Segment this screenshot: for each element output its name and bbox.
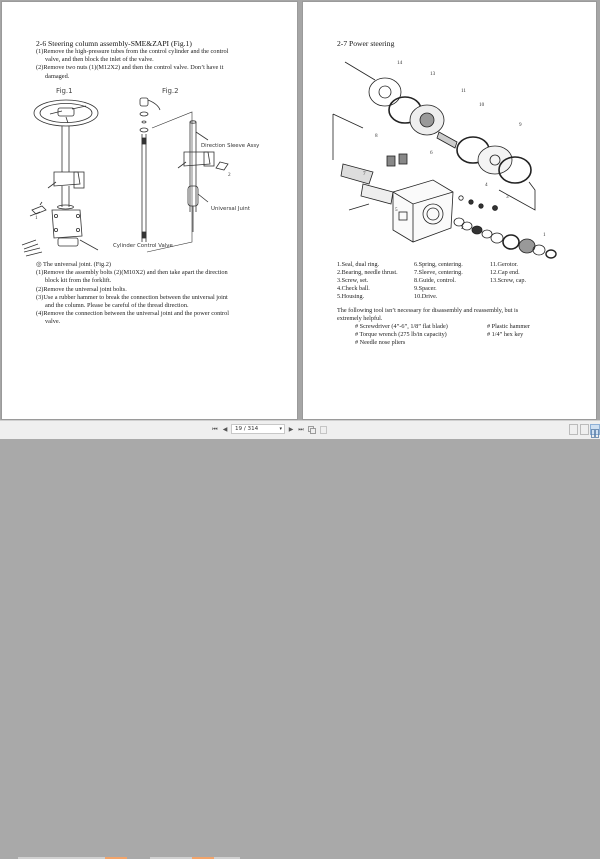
tools-intro-line-1: The following tool isn’t necessary for disassembly and reassembly, but is xyxy=(337,307,519,314)
page-number-input[interactable] xyxy=(231,424,285,434)
document-viewer[interactable] xyxy=(0,0,600,420)
tool-item: # Torque wrench (275 lb/in capacity) xyxy=(355,331,447,339)
continuous-view-button[interactable] xyxy=(580,424,589,435)
part-item: 11.Gerotor. xyxy=(490,261,518,268)
part-item: 8.Guide, control. xyxy=(414,277,456,285)
fig1-label: Fig.1 xyxy=(56,87,73,95)
section-heading-power-steering: 2-7 Power steering xyxy=(337,39,395,48)
page-19-left xyxy=(1,1,298,420)
steering-column-illustration xyxy=(2,92,298,262)
section-heading: 2-6 Steering column assembly-SME&ZAPI (Fig.1) xyxy=(36,39,192,48)
part-item: 13.Screw, cap. xyxy=(490,277,527,285)
page-thumbnail-button[interactable] xyxy=(319,425,327,434)
tools-section xyxy=(337,307,577,347)
uj-step-3-line-2: and the column. Please be careful of the thread direction. xyxy=(45,302,189,310)
power-steering-exploded-diagram xyxy=(323,52,563,262)
next-page-icon: ▶ xyxy=(288,426,294,433)
copy-page-button[interactable] xyxy=(308,425,316,434)
part-item: 3.Screw, set. xyxy=(337,277,369,285)
first-page-icon: ⏮ xyxy=(212,425,218,433)
page-dropdown-icon[interactable]: ▾ xyxy=(279,426,282,432)
part-item: 12.Cap end. xyxy=(490,269,520,277)
callout-cylinder-control-valve: Cylinder Control Valve xyxy=(113,243,173,249)
diagram-num-5: 5 xyxy=(395,207,398,213)
parts-column-3 xyxy=(490,261,526,285)
tool-item: # Plastic hammer xyxy=(487,323,530,331)
previous-page-icon: ◀ xyxy=(222,426,228,433)
tool-item: # 1/4” hex key xyxy=(487,331,524,339)
callout-direction-sleeve: Direction Sleeve Assy xyxy=(201,143,260,149)
callout-number-1: 1 xyxy=(35,215,38,221)
universal-joint-heading: ◎ The universal joint. (Fig.2) xyxy=(36,261,111,268)
copy-icon xyxy=(308,426,316,434)
part-item: 7.Sleeve, centering. xyxy=(414,269,463,277)
step-1-line-2: valve, and then block the inlet of the valve. xyxy=(45,56,154,64)
diagram-num-10: 10 xyxy=(479,102,485,108)
page-20-right xyxy=(302,1,597,420)
diagram-num-3: 3 xyxy=(506,194,509,200)
diagram-num-1: 1 xyxy=(543,232,546,238)
uj-step-1-line-2: block kit from the forklift. xyxy=(45,277,112,285)
parts-column-2 xyxy=(414,261,463,301)
next-page-button[interactable] xyxy=(287,425,295,434)
two-page-icon xyxy=(591,429,599,438)
uj-step-4-line-1: (4)Remove the connection between the universal joint and the power control xyxy=(36,310,230,318)
uj-step-2: (2)Remove the universal joint bolts. xyxy=(36,285,127,293)
part-item: 10.Drive. xyxy=(414,293,438,301)
previous-page-button[interactable] xyxy=(221,425,229,434)
uj-step-4-line-2: valve. xyxy=(45,318,61,326)
diagram-num-6: 6 xyxy=(430,150,433,156)
last-page-button[interactable] xyxy=(297,425,305,434)
step-2-line-1: (2)Remove two nuts (1)(M12X2) and then the control valve. Don’t have it xyxy=(36,64,224,72)
left-page-text-bottom xyxy=(36,261,291,327)
tool-item: # Screwdriver (4”-6”, 1/8” flat blade) xyxy=(355,323,448,331)
step-1-line-1: (1)Remove the high-pressure tubes from the control cylinder and the control xyxy=(36,48,229,55)
diagram-num-11: 11 xyxy=(461,88,466,94)
uj-step-1-line-1: (1)Remove the assembly bolts (2)(M10X2) and then take apart the direction xyxy=(36,269,228,277)
callout-number-2: 2 xyxy=(228,172,231,178)
page-indicator: 19 / 314 xyxy=(235,426,259,432)
part-item: 2.Bearing, needle thrust. xyxy=(337,269,398,277)
part-item: 6.Spring, centering. xyxy=(414,261,463,268)
diagram-num-9: 9 xyxy=(519,122,522,128)
single-page-view-button[interactable] xyxy=(569,424,578,435)
left-page-text-top xyxy=(36,39,286,81)
diagram-num-14: 14 xyxy=(397,60,403,66)
diagram-num-13: 13 xyxy=(430,71,436,77)
uj-step-3-line-1: (3)Use a rubber hammer to break the connection between the universal joint xyxy=(36,293,228,301)
diagram-num-7: 7 xyxy=(363,171,366,177)
diagram-num-4: 4 xyxy=(485,182,488,188)
parts-column-1 xyxy=(337,261,398,301)
callout-universal-joint: Universal Juint xyxy=(211,206,250,212)
fig2-label: Fig.2 xyxy=(162,87,179,95)
page-icon xyxy=(320,426,327,434)
diagram-num-8: 8 xyxy=(375,133,378,139)
two-page-view-button[interactable] xyxy=(590,424,600,435)
right-page-heading-wrap xyxy=(337,39,394,48)
first-page-button[interactable] xyxy=(211,425,219,434)
navigation-toolbar xyxy=(0,420,600,439)
part-item: 1.Seal, dual ring. xyxy=(337,261,380,268)
part-item: 9.Spacer. xyxy=(414,285,437,293)
part-item: 5.Housing. xyxy=(337,293,365,301)
diagram-num-2: 2 xyxy=(461,225,464,231)
last-page-icon: ⏭ xyxy=(298,425,304,433)
part-item: 4.Check ball. xyxy=(337,285,370,293)
tools-intro-line-2: extremely helpful. xyxy=(337,315,383,323)
tool-item: # Needle nose pliers xyxy=(355,339,406,347)
step-2-line-2: damaged. xyxy=(45,72,70,80)
